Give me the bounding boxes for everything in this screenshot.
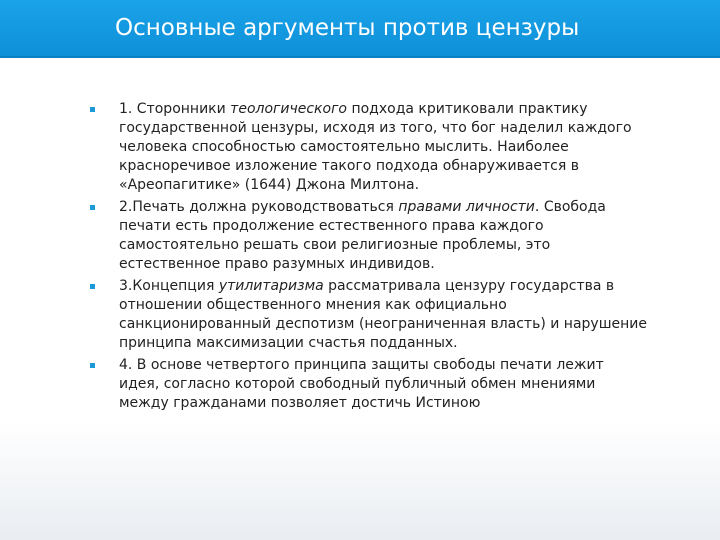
title-bar <box>0 0 720 58</box>
bullet-item-1 <box>88 100 648 195</box>
bullet-marker-icon <box>90 284 95 289</box>
bullet-marker-icon <box>90 363 95 368</box>
bullet-4-part-1: 4. В основе четвертого принципа защиты свободы печати лежит идея, согласно которой свободный публичный обмен мнениями между гражданами позволяет достичь Истиною <box>119 357 604 411</box>
bullet-3-italic-term: утилитаризма <box>218 278 324 294</box>
bullet-3-part-3: рассматривала цензуру государства в отношении общественного мнения как официально санкционированный деспотизм (неограниченная власть) и нарушение принципа максимизации счастья подданных. <box>119 278 647 351</box>
bullet-item-4 <box>88 356 648 413</box>
title-bar-accent-line <box>0 56 720 58</box>
bullet-2-part-3: . Свобода печати есть продолжение естественного права каждого самостоятельно решать свои религиозные проблемы, это естественное право разумных индивидов. <box>119 199 606 272</box>
bullet-4-text <box>119 357 604 411</box>
bullet-item-3 <box>88 277 648 353</box>
bullet-item-2 <box>88 198 648 274</box>
bullet-list <box>88 100 648 413</box>
bullet-3-text <box>119 278 647 351</box>
bullet-2-italic-term: правами личности <box>398 199 535 215</box>
bullet-1-part-1: 1. Сторонники <box>119 101 231 117</box>
bullet-2-part-1: 2.Печать должна руководствоваться <box>119 199 399 215</box>
bullet-marker-icon <box>90 107 95 112</box>
bullet-2-text <box>119 199 606 272</box>
bullet-1-part-3: подхода критиковали практику государственной цензуры, исходя из того, что бог наделил каждого человека способностью самостоятельно мыслить. Наиболее красноречивое изложение такого подхода обнаруживается в «Ареопагитике» (1644) Джона Милтона. <box>119 101 632 193</box>
bullet-marker-icon <box>90 205 95 210</box>
slide-title: Основные аргументы против цензуры <box>115 15 580 41</box>
bullet-1-italic-term: теологического <box>230 101 347 117</box>
bullet-3-part-1: 3.Концепция <box>119 278 219 294</box>
bullet-1-text <box>119 101 632 193</box>
